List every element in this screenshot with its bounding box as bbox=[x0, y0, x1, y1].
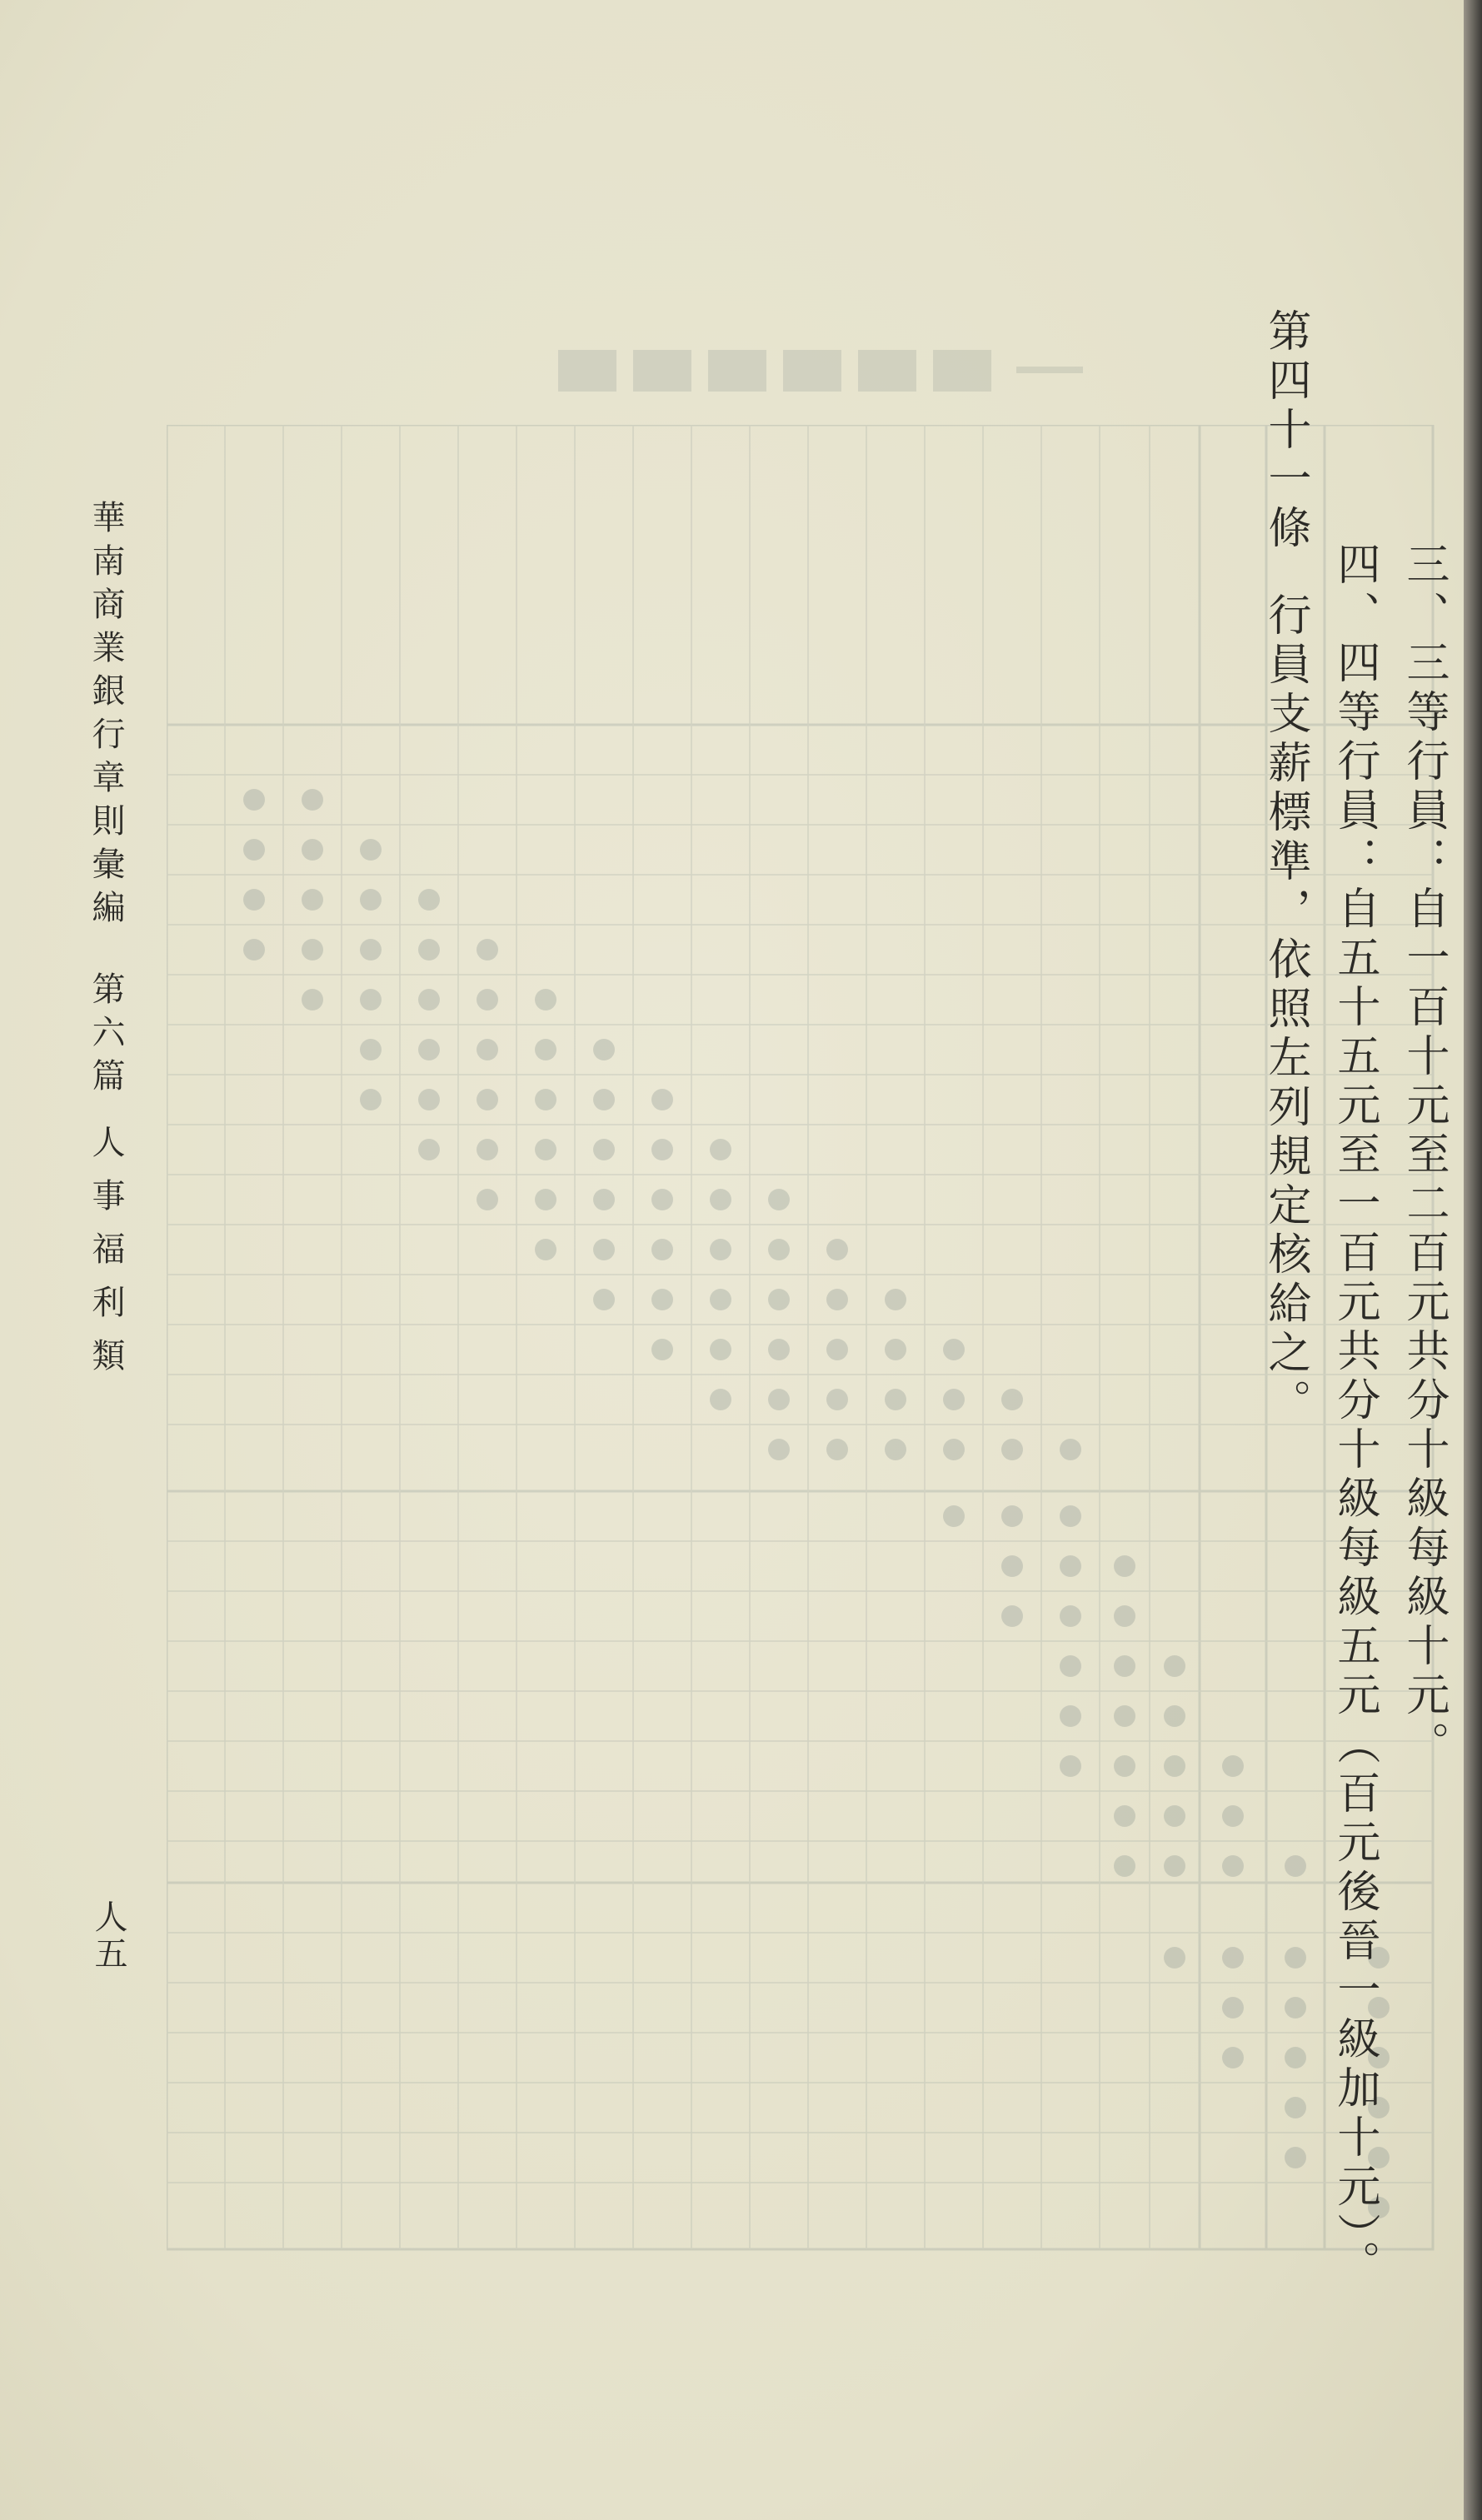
part-title: 人事福利類 bbox=[87, 1125, 125, 1391]
part-label: 第六篇 bbox=[87, 971, 125, 1101]
article-label: 第四十一條 bbox=[1260, 308, 1310, 554]
item-three-text: 三、三等行員：自一百十元至二百元共分十級每級十元。 bbox=[1399, 541, 1449, 1770]
article-41 bbox=[1260, 308, 1310, 1428]
page-edge-shadow bbox=[1464, 0, 1482, 2520]
running-header bbox=[87, 500, 125, 1391]
bleed-through-table-title bbox=[550, 342, 1091, 400]
item-four-text: 四、四等行員：自五十五元至一百元共分十級每級五元（百元後晉一級加十元）。 bbox=[1330, 541, 1380, 2289]
book-title: 華南商業銀行章則彙編 bbox=[87, 500, 125, 933]
page-number: 人五 bbox=[89, 1899, 127, 1973]
article-text: 行員支薪標準，依照左列規定核給之。 bbox=[1260, 592, 1310, 1428]
bleed-through-salary-table bbox=[167, 425, 1450, 2258]
